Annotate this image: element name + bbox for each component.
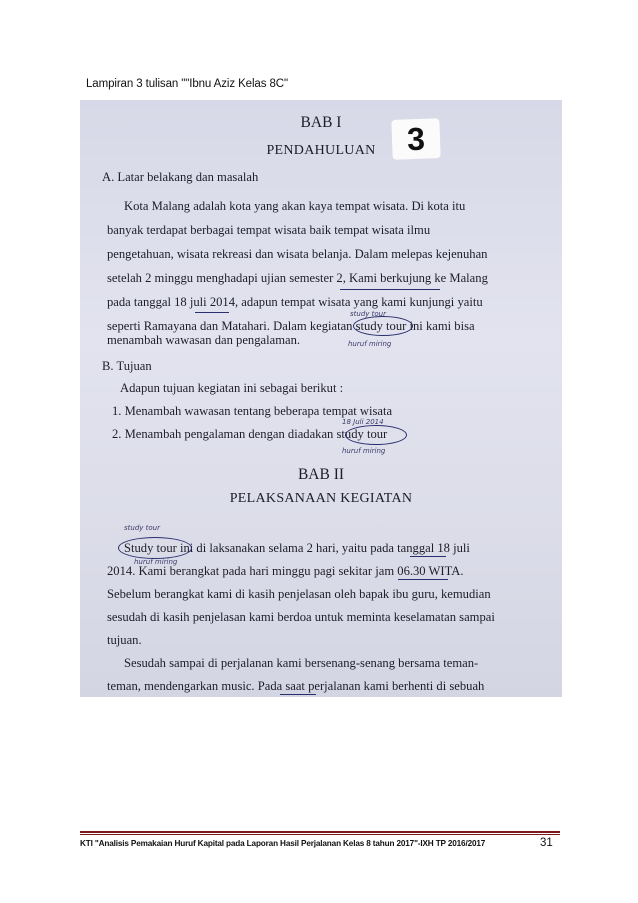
tujuan-intro: Adapun tujuan kegiatan ini sebagai berikut : [120,381,344,395]
underline-wita [398,579,448,580]
footer-divider-thin [80,834,560,835]
bab1-line-2: banyak terdapat berbagai tempat wisata baik tempat wisata ilmu [107,223,431,237]
bab2-line-3: Sebelum berangkat kami di kasih penjelasan oleh bapak ibu guru, kemudian [107,587,491,601]
annotation-study-tour-2: study tour [124,524,160,532]
bab1-line-1: Kota Malang adalah kota yang akan kaya tempat wisata. Di kota itu [124,199,466,213]
underline-kami-berkujung [340,289,440,290]
page-number: 31 [540,837,553,849]
tujuan-item-2: 2. Menambah pengalaman dengan diadakan study tour [112,427,388,441]
underline-juli-2 [410,556,446,557]
scanned-page-image [80,100,562,697]
attachment-caption: Lampiran 3 tulisan ""Ibnu Aziz Kelas 8C" [86,78,288,90]
annotation-huruf-miring-1: huruf miring [348,340,392,348]
bab2-line-5: tujuan. [107,633,142,647]
bab2-subtitle: PELAKSANAAN KEGIATAN [229,491,413,506]
annotation-study-tour-1: study tour [350,310,386,318]
tujuan-item-1: 1. Menambah wawasan tentang beberapa tempat wisata [112,404,393,418]
bab1-line-6: seperti Ramayana dan Matahari. Dalam kegiatan study tour ini kami bisa [107,319,475,333]
footer-title: KTI "Analisis Pemakaian Huruf Kapital pada Laporan Hasil Perjalanan Kelas 8 tahun 2017"-IXH TP 2016/2017 [80,839,486,848]
section-a-heading: A. Latar belakang dan masalah [102,170,259,184]
bab2-title: BAB II [297,466,345,483]
bab2-line-2: 2014. Kami berangkat pada hari minggu pagi sekitar jam 06.30 WITA. [107,564,464,578]
bab2-line-7: teman, mendengarkan music. Pada saat perjalanan kami berhenti di sebuah [107,679,485,693]
bab1-line-7: menambah wawasan dan pengalaman. [107,333,301,347]
bab1-line-4: setelah 2 minggu menghadapi ujian semester 2, Kami berkujung ke Malang [107,271,488,285]
bab2-line-1: Study tour ini di laksanakan selama 2 hari, yaitu pada tanggal 18 juli [124,541,470,555]
underline-music [280,694,316,695]
circle-study-tour-3 [118,537,192,559]
bab1-line-3: pengetahuan, wisata rekreasi dan wisata belanja. Dalam melepas kejenuhan [107,247,488,261]
bab2-line-4: sesudah di kasih penjelasan kami berdoa untuk meminta keselamatan sampai [107,610,495,624]
underline-juli [195,312,229,313]
circle-study-tour-2 [345,425,407,445]
bab1-title: BAB I [300,114,342,131]
footer-divider [80,831,560,833]
page-number-stamp: 3 [391,118,440,160]
circle-study-tour-1 [353,316,413,336]
bab1-line-5: pada tanggal 18 juli 2014, adapun tempat wisata yang kami kunjungi yaitu [107,295,483,309]
annotation-date: 18 Juli 2014 [342,418,384,426]
section-b-heading: B. Tujuan [102,359,152,373]
annotation-huruf-miring-3: huruf miring [134,558,178,566]
bab2-line-6: Sesudah sampai di perjalanan kami bersenang-senang bersama teman- [124,656,479,670]
bab1-subtitle: PENDAHULUAN [266,143,376,158]
annotation-huruf-miring-2: huruf miring [342,447,386,455]
